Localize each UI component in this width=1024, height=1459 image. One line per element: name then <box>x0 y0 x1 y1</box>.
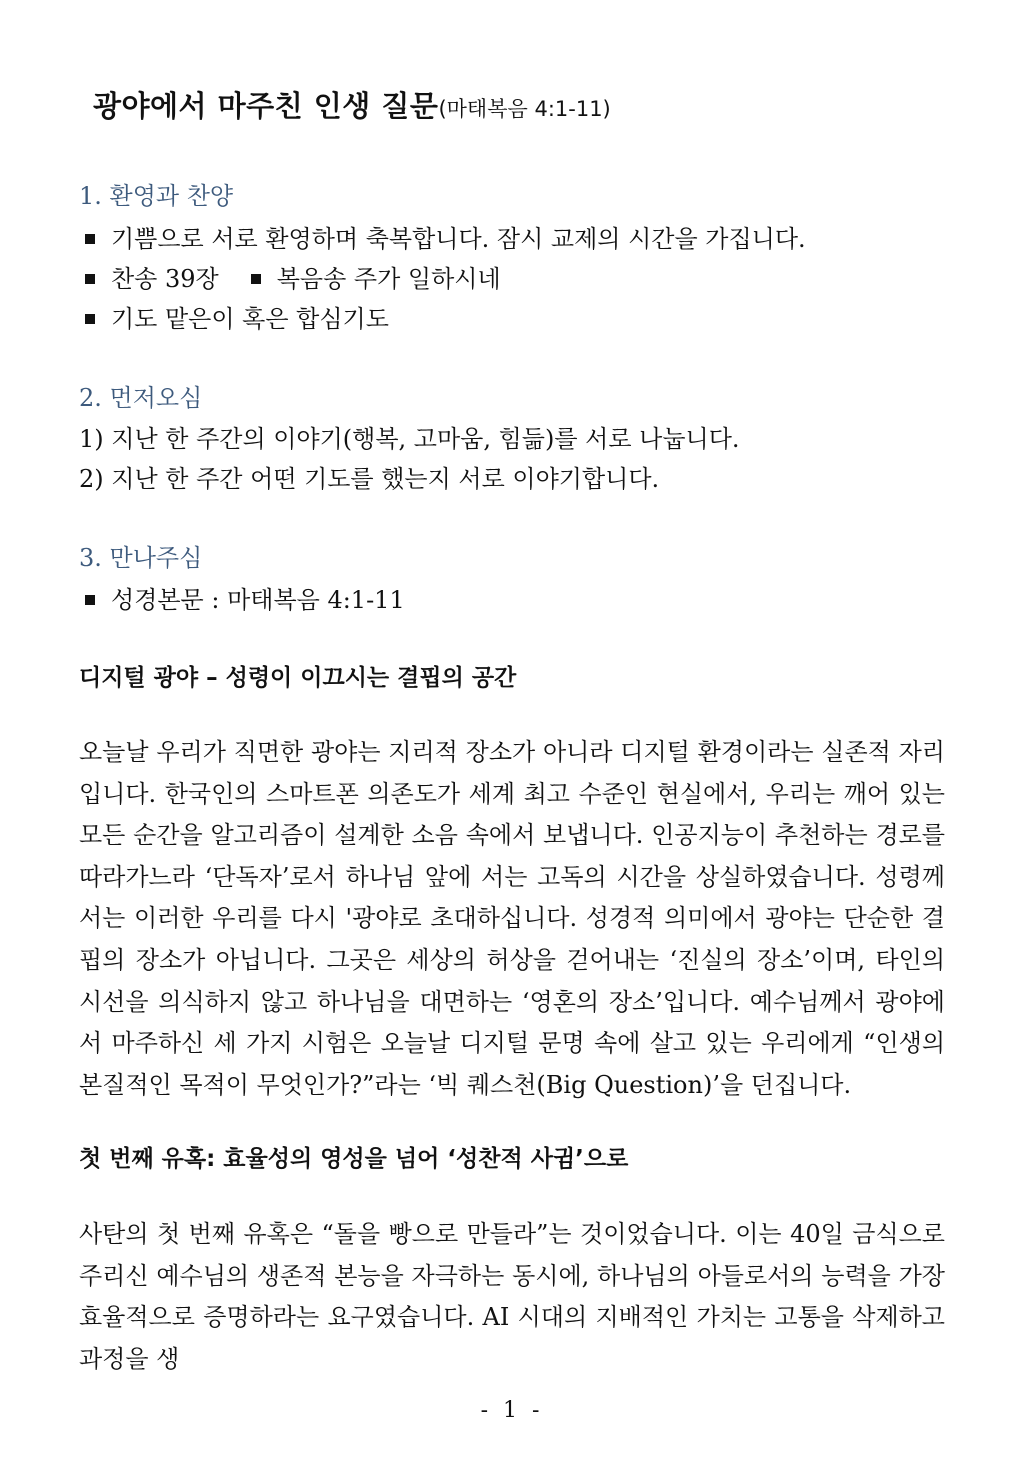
section-1-welcome-line: 기쁨으로 서로 환영하며 축복합니다. 잠시 교제의 시간을 가집니다. <box>79 219 806 254</box>
gospel-song-label: 복음송 주가 일하시네 <box>276 265 501 293</box>
section-2-item-1: 1) 지난 한 주간의 이야기(행복, 고마움, 힘듦)를 서로 나눕니다. <box>79 425 740 453</box>
section-3-heading: 3. 만나주심 <box>79 544 203 572</box>
title-scripture-ref: (마태복음 4:1-11) <box>438 97 611 121</box>
section-2-heading: 2. 먼저오심 <box>79 384 203 412</box>
content-paragraph-2: 사탄의 첫 번째 유혹은 “돌을 빵으로 만들라”는 것이었습니다. 이는 40일 금식으로 주리신 예수님의 생존적 본능을 자극하는 동시에, 하나님의 아들로서의 능력을 가장 효율적으로 증명하라는 요구였습니다. AI 시대의 지배적인 가치는 고통을 삭제하고 과정을 생 <box>79 1220 945 1373</box>
content-heading-2: 첫 번째 유혹: 효율성의 영성을 넘어 ‘성찬적 사귐’으로 <box>79 1146 629 1172</box>
section-3-scripture-line: 성경본문 : 마태복음 4:1-11 <box>79 580 405 615</box>
section-2-item-2: 2) 지난 한 주간 어떤 기도를 했는지 서로 이야기합니다. <box>79 465 660 493</box>
square-bullet-icon <box>85 274 95 284</box>
page-title <box>93 84 611 125</box>
content-heading-1: 디지털 광야 – 성령이 이끄시는 결핍의 공간 <box>79 665 517 691</box>
section-1-prayer-line: 기도 맡은이 혹은 합심기도 <box>79 299 389 334</box>
square-bullet-icon <box>85 595 95 605</box>
square-bullet-icon <box>85 234 95 244</box>
square-bullet-icon <box>85 314 95 324</box>
content-paragraph-1: 오늘날 우리가 직면한 광야는 지리적 장소가 아니라 디지털 환경이라는 실존적 자리입니다. 한국인의 스마트폰 의존도가 세계 최고 수준인 현실에서, 우리는 깨어 있는 모든 순간을 알고리즘이 설계한 소음 속에서 보냅니다. 인공지능이 추천하는 경로를 따라가느라 ‘단독자’로서 하나님 앞에 서는 고독의 시간을 상실하였습니다. 성령께서는 이러한 우리를 다시 '광야로 초대하십니다. 성경적 의미에서 광야는 단순한 결핍의 장소가 아닙니다. 그곳은 세상의 허상을 걷어내는 ‘진실의 장소’이며, 타인의 시선을 의식하지 않고 하나님을 대면하는 ‘영혼의 장소’입니다. 예수님께서 광야에서 마주하신 세 가지 시험은 오늘날 디지털 문명 속에 살고 있는 우리에게 “인생의 본질적인 목적이 무엇인가?”라는 ‘빅 퀘스천(Big Question)’을 던집니다. <box>79 738 945 1099</box>
section-1-heading: 1. 환영과 찬양 <box>79 182 234 210</box>
square-bullet-icon <box>251 274 261 284</box>
section-1-songs-line <box>79 259 501 294</box>
hymn-label: 찬송 39장 <box>111 265 219 293</box>
title-main: 광야에서 마주친 인생 질문 <box>93 89 439 123</box>
page-number: - 1 - <box>480 1398 544 1423</box>
